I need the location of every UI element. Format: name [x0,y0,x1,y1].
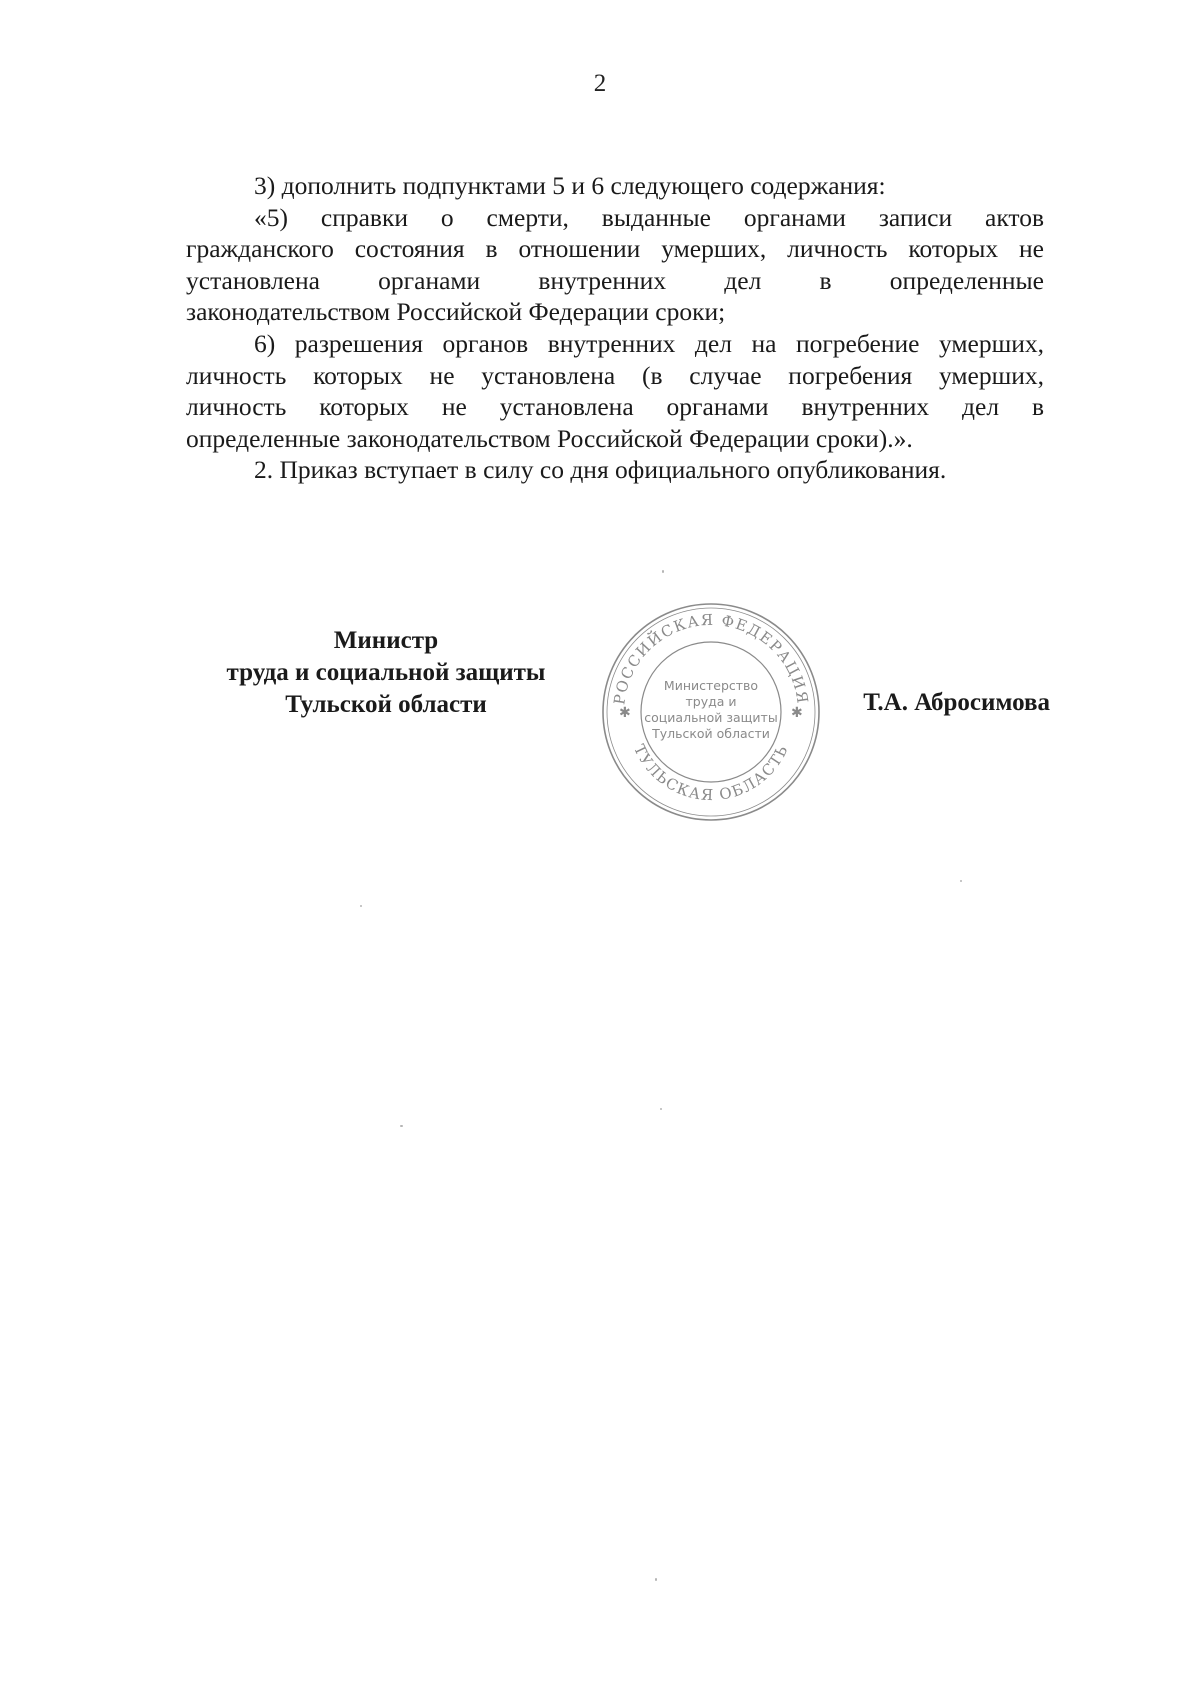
star-icon: ✱ [791,705,803,721]
star-icon: ✱ [619,705,631,721]
scan-speck [400,1125,403,1127]
official-seal [598,599,824,825]
paragraph-line: установлена органами внутренних дел в определенные [186,265,1044,295]
scan-speck [655,1578,657,1581]
scan-speck [660,1108,662,1110]
paragraph-item-3: 3) дополнить подпунктами 5 и 6 следующего содержания: [254,171,886,200]
signatory-title [186,625,586,721]
paragraph-line: 6) разрешения органов внутренних дел на погребение умерших, [254,328,1044,358]
paragraph-line: гражданского состояния в отношении умерших, личность которых не [186,234,1044,264]
scan-speck [960,880,962,882]
seal-inner-line: Тульской области [652,726,770,741]
paragraph-effective-date: 2. Приказ вступает в силу со дня официального опубликования. [254,455,947,485]
signatory-title-line: Министр [333,627,439,654]
svg-text:ТУЛЬСКАЯ ОБЛАСТЬ [630,742,792,805]
signatory-title-line: Тульской области [285,691,487,718]
seal-inner-line: Министерство [663,678,759,693]
seal-inner-line: труда и [685,694,737,709]
seal-outer-text: РОССИЙСКАЯ ФЕДЕРАЦИЯ [610,610,812,706]
paragraph-item-6 [186,328,1044,454]
page-number: 2 [593,70,607,97]
paragraph-line: определенные законодательством Российской Федерации сроки).». [186,423,913,453]
paragraph-line: личность которых не установлена (в случае погребения умерших, [186,360,1044,390]
paragraph-item-5 [186,202,1044,328]
signatory-name: Т.А. Абросимова [863,689,1050,716]
paragraph-line: «5) справки о смерти, выданные органами записи актов [254,202,1044,232]
scan-speck [360,905,362,907]
paragraph-line: законодательством Российской Федерации сроки; [186,297,726,327]
signatory-title-line: труда и социальной защиты [226,659,546,686]
scan-speck [662,570,664,573]
seal-bottom-text: ТУЛЬСКАЯ ОБЛАСТЬ [630,741,792,805]
paragraph-line: личность которых не установлена органами внутренних дел в [186,392,1044,422]
document-body [186,170,1044,486]
seal-inner-line: социальной защиты [644,710,778,725]
